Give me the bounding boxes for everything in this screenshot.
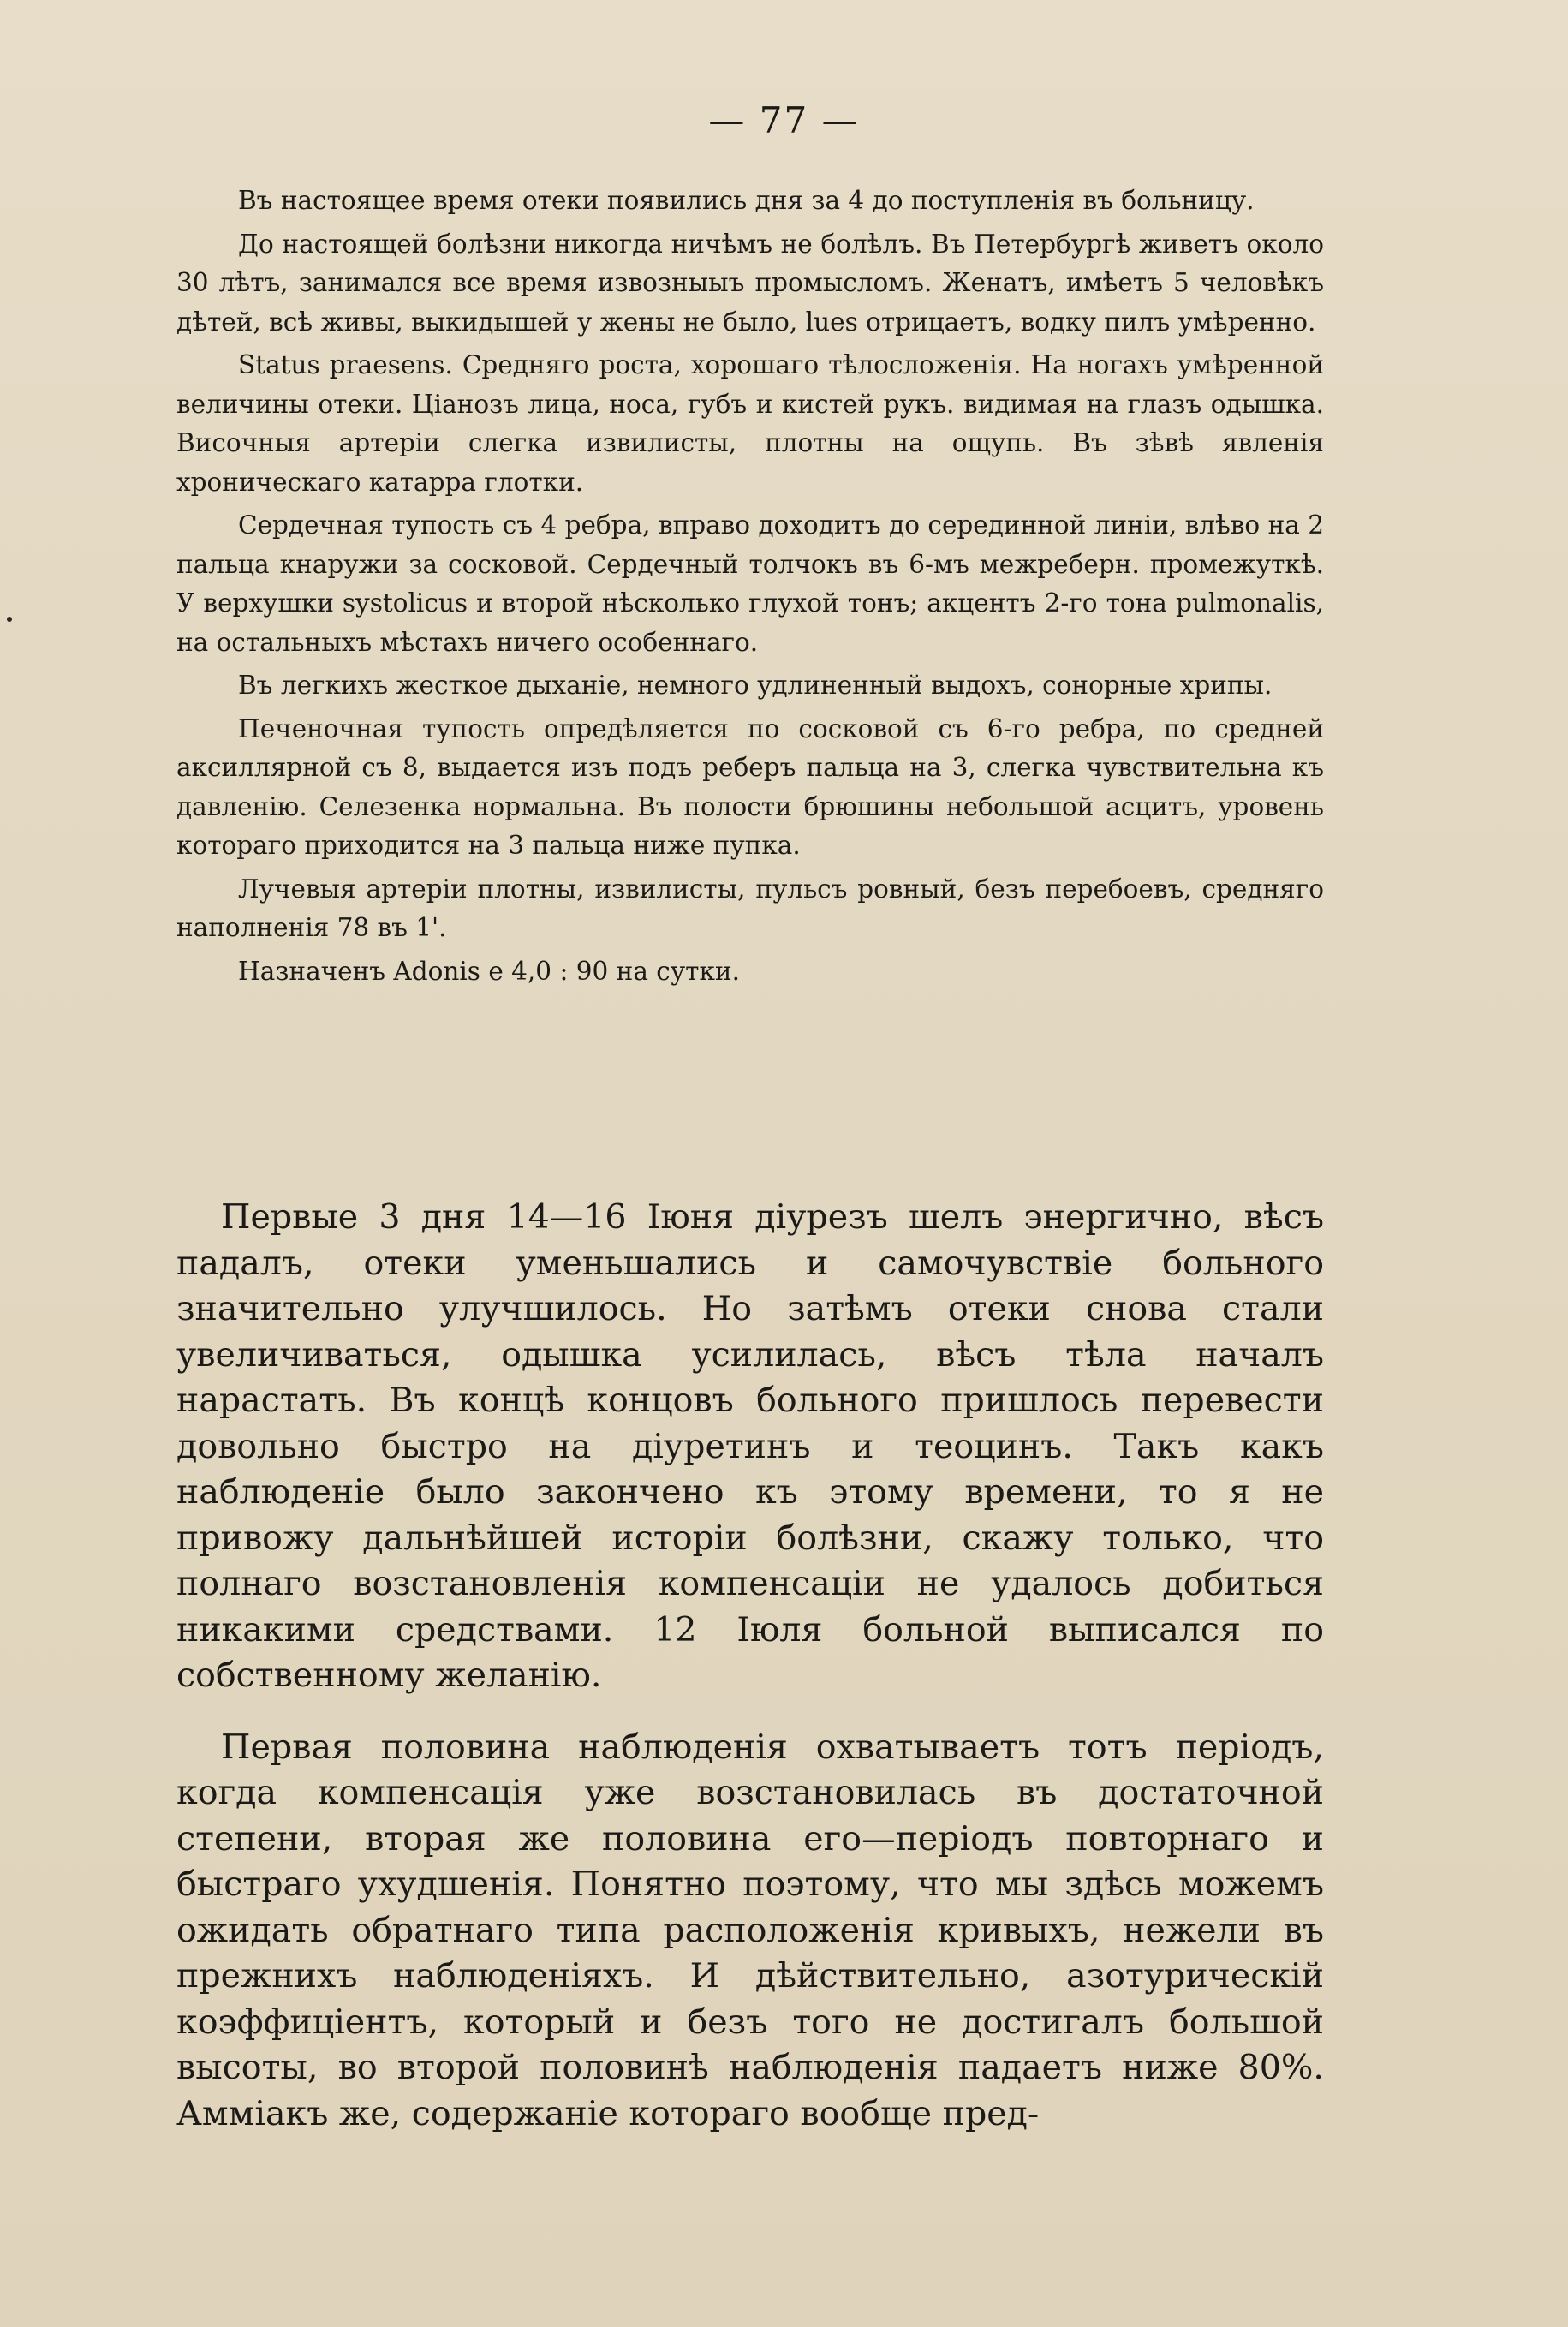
paragraph: Въ легкихъ жесткое дыханіе, немного удлиненный выдохъ, сонорные хрипы. [238, 671, 1273, 700]
paragraph: Первая половина наблюденія охватываетъ тотъ періодъ, когда компенсація уже возстановилась въ достаточной степени, вторая же половина его—періодъ повторнаго и быстраго ухудшенія. Понятно поэтому, что мы здѣсь можемъ ожидать обратнаго типа расположенія кривыхъ, нежели въ прежнихъ наблюденіяхъ. И дѣйствительно, азотурическій коэффиціентъ, который и безъ того не достигалъ большой высоты, во второй половинѣ наблюденія падаетъ ниже 80%. Амміакъ же, содержаніе котораго вообще пред- [176, 1727, 1324, 2133]
paragraph: Назначенъ Adonis e 4,0 : 90 на сутки. [238, 956, 740, 986]
paragraph: Лучевыя артеріи плотны, извилисты, пульсъ ровный, безъ перебоевъ, средняго наполненія 78 въ 1'. [176, 874, 1324, 942]
page-number: — 77 — [708, 99, 860, 141]
paragraph: Въ настоящее время отеки появились дня за 4 до поступленія въ больницу. [238, 186, 1255, 215]
paragraph: Первые 3 дня 14—16 Іюня діурезъ шелъ энергично, вѣсъ падалъ, отеки уменьшались и самочувствіе больного значительно улучшилось. Но затѣмъ отеки снова стали увеличиваться, одышка усилилась, вѣсъ тѣла началъ нарастать. Въ концѣ концовъ больного пришлось перевести довольно быстро на діуретинъ и теоцинъ. Такъ какъ наблюденіе было закончено къ этому времени, то я не привожу дальнѣйшей исторіи болѣзни, скажу только, что полнаго возстановленія компенсаціи не удалось добиться никакими средствами. 12 Іюля больной выписался по собственному желанію. [176, 1197, 1324, 1695]
paragraph: Сердечная тупость съ 4 ребра, вправо доходитъ до серединной линіи, влѣво на 2 пальца кнаружи за сосковой. Сердечный толчокъ въ 6-мъ межреберн. промежуткѣ. У верхушки systolicus и второй нѣсколько глухой тонъ; акцентъ 2-го тона pulmonalis, на остальныхъ мѣстахъ ничего особеннаго. [176, 510, 1324, 657]
paragraph: До настоящей болѣзни никогда ничѣмъ не болѣлъ. Въ Петербургѣ живетъ около 30 лѣтъ, занимался все время извозныыъ промысломъ. Женатъ, имѣетъ 5 человѣкъ дѣтей, всѣ живы, выкидышей у жены не было, lues отрицаетъ, водку пилъ умѣренно. [176, 229, 1324, 337]
case-history-block [176, 182, 1324, 995]
ink-speck [7, 617, 12, 622]
paragraph: Status praesens. Средняго роста, хорошаго тѣлосложенія. На ногахъ умѣренной величины отеки. Ціанозъ лица, носа, губъ и кистей рукъ. видимая на глазъ одышка. Височныя артеріи слегка извилисты, плотны на ощупь. Въ зѣвѣ явленія хроническаго катарра глотки. [176, 350, 1324, 497]
paragraph: Печеночная тупость опредѣляется по сосковой съ 6-го ребра, по средней аксиллярной съ 8, выдается изъ подъ реберъ пальца на 3, слегка чувствительна къ давленію. Селезенка нормальна. Въ полости брюшины небольшой асцитъ, уровень котораго приходится на 3 пальца ниже пупка. [176, 713, 1324, 860]
main-text-block [176, 1195, 1324, 2163]
